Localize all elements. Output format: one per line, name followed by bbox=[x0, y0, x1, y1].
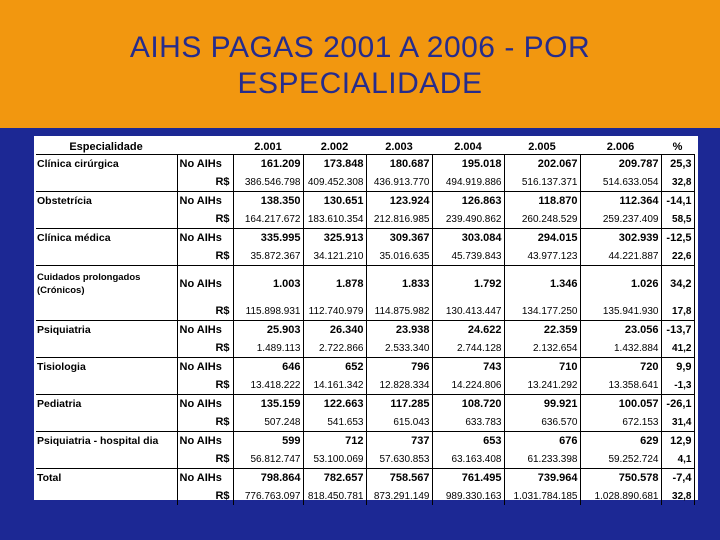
rs-value-2003: 436.913.770 bbox=[366, 173, 432, 192]
aih-count-2003: 1.833 bbox=[366, 266, 432, 303]
title-line-1: AIHS PAGAS 2001 A 2006 - POR bbox=[129, 31, 591, 64]
header-2004: 2.004 bbox=[432, 139, 504, 155]
aih-count-2003: 796 bbox=[366, 358, 432, 377]
aih-count-2003: 309.367 bbox=[366, 229, 432, 248]
aih-count-2003: 758.567 bbox=[366, 469, 432, 488]
aih-count-2006: 23.056 bbox=[580, 321, 661, 340]
aih-count-percent: 12,9 bbox=[661, 432, 694, 451]
rs-value-percent: 41,2 bbox=[661, 339, 694, 358]
table-row-tisiologia-rs bbox=[36, 376, 694, 395]
table-row-pediatria-aihs bbox=[36, 395, 694, 414]
header-2006: 2.006 bbox=[580, 139, 661, 155]
aih-count-2005: 118.870 bbox=[504, 192, 580, 211]
aih-count-2006: 112.364 bbox=[580, 192, 661, 211]
aih-count-2004: 24.622 bbox=[432, 321, 504, 340]
rs-value-2006: 672.153 bbox=[580, 413, 661, 432]
aih-count-label: No AIHs bbox=[177, 192, 233, 211]
rs-value-percent: -1,3 bbox=[661, 376, 694, 395]
table-row-obstetricia-rs bbox=[36, 210, 694, 229]
rs-value-2006: 135.941.930 bbox=[580, 302, 661, 321]
table-row-cuidados-prolongados-rs bbox=[36, 302, 694, 321]
rs-value-2004: 633.783 bbox=[432, 413, 504, 432]
rs-value-2006: 13.358.641 bbox=[580, 376, 661, 395]
specialty-name: Obstetrícia bbox=[36, 192, 177, 211]
rs-value-2005: 516.137.371 bbox=[504, 173, 580, 192]
rs-value-label: R$ bbox=[177, 247, 233, 266]
rs-value-percent: 22,6 bbox=[661, 247, 694, 266]
table-row-clinica-medica-aihs bbox=[36, 229, 694, 248]
aih-count-2005: 710 bbox=[504, 358, 580, 377]
table-row-pediatria-rs bbox=[36, 413, 694, 432]
table-row-psiquiatria-hospital-dia-aihs bbox=[36, 432, 694, 451]
header-2003: 2.003 bbox=[366, 139, 432, 155]
rs-value-2005: 61.233.398 bbox=[504, 450, 580, 469]
rs-value-2003: 35.016.635 bbox=[366, 247, 432, 266]
aih-count-percent: -12,5 bbox=[661, 229, 694, 248]
aih-count-2003: 117.285 bbox=[366, 395, 432, 414]
rs-value-2005: 260.248.529 bbox=[504, 210, 580, 229]
aih-count-2003: 23.938 bbox=[366, 321, 432, 340]
rs-value-2002: 818.450.781 bbox=[303, 487, 366, 505]
table-row-total-aihs bbox=[36, 469, 694, 488]
rs-value-2004: 239.490.862 bbox=[432, 210, 504, 229]
aih-count-percent: -13,7 bbox=[661, 321, 694, 340]
rs-value-percent: 32,8 bbox=[661, 173, 694, 192]
rs-value-2003: 2.533.340 bbox=[366, 339, 432, 358]
specialty-name-line-2: (Crónicos) bbox=[37, 285, 85, 296]
table-row-cuidados-prolongados-aihs bbox=[36, 266, 694, 303]
aih-count-2003: 123.924 bbox=[366, 192, 432, 211]
aih-count-2001: 1.003 bbox=[233, 266, 303, 303]
specialty-blank bbox=[36, 413, 177, 432]
table-panel bbox=[34, 136, 698, 500]
rs-value-label: R$ bbox=[177, 302, 233, 321]
aih-count-2005: 739.964 bbox=[504, 469, 580, 488]
table-row-psiquiatria-aihs bbox=[36, 321, 694, 340]
rs-value-percent: 31,4 bbox=[661, 413, 694, 432]
rs-value-2001: 35.872.367 bbox=[233, 247, 303, 266]
rs-value-2006: 259.237.409 bbox=[580, 210, 661, 229]
aih-count-percent: 34,2 bbox=[661, 266, 694, 303]
rs-value-2003: 615.043 bbox=[366, 413, 432, 432]
aih-count-2006: 720 bbox=[580, 358, 661, 377]
aih-count-label: No AIHs bbox=[177, 266, 233, 303]
aih-count-label: No AIHs bbox=[177, 155, 233, 174]
specialty-name: Psiquiatria - hospital dia bbox=[36, 432, 177, 451]
aih-count-2001: 161.209 bbox=[233, 155, 303, 174]
rs-value-2005: 636.570 bbox=[504, 413, 580, 432]
rs-value-2002: 183.610.354 bbox=[303, 210, 366, 229]
aih-count-2002: 712 bbox=[303, 432, 366, 451]
table-row-total-rs bbox=[36, 487, 694, 505]
rs-value-2002: 14.161.342 bbox=[303, 376, 366, 395]
rs-value-percent: 32,8 bbox=[661, 487, 694, 505]
rs-value-percent: 58,5 bbox=[661, 210, 694, 229]
aih-count-percent: 25,3 bbox=[661, 155, 694, 174]
aih-count-2004: 761.495 bbox=[432, 469, 504, 488]
header-2002: 2.002 bbox=[303, 139, 366, 155]
aih-count-2003: 737 bbox=[366, 432, 432, 451]
aih-count-percent: -26,1 bbox=[661, 395, 694, 414]
specialty-blank bbox=[36, 210, 177, 229]
rs-value-2004: 63.163.408 bbox=[432, 450, 504, 469]
rs-value-2002: 2.722.866 bbox=[303, 339, 366, 358]
rs-value-label: R$ bbox=[177, 487, 233, 505]
rs-value-2006: 59.252.724 bbox=[580, 450, 661, 469]
rs-value-2006: 44.221.887 bbox=[580, 247, 661, 266]
rs-value-2004: 989.330.163 bbox=[432, 487, 504, 505]
specialty-name: Pediatria bbox=[36, 395, 177, 414]
aih-count-2001: 646 bbox=[233, 358, 303, 377]
aih-count-2003: 180.687 bbox=[366, 155, 432, 174]
rs-value-2001: 13.418.222 bbox=[233, 376, 303, 395]
header-2005: 2.005 bbox=[504, 139, 580, 155]
rs-value-label: R$ bbox=[177, 339, 233, 358]
rs-value-2005: 43.977.123 bbox=[504, 247, 580, 266]
aih-count-2002: 26.340 bbox=[303, 321, 366, 340]
aih-count-2006: 100.057 bbox=[580, 395, 661, 414]
rs-value-percent: 4,1 bbox=[661, 450, 694, 469]
rs-value-percent: 17,8 bbox=[661, 302, 694, 321]
rs-value-2003: 12.828.334 bbox=[366, 376, 432, 395]
table-row-psiquiatria-hospital-dia-rs bbox=[36, 450, 694, 469]
aih-count-label: No AIHs bbox=[177, 321, 233, 340]
aih-count-2004: 126.863 bbox=[432, 192, 504, 211]
aih-count-2005: 1.346 bbox=[504, 266, 580, 303]
rs-value-2001: 56.812.747 bbox=[233, 450, 303, 469]
aih-count-2002: 782.657 bbox=[303, 469, 366, 488]
title-line-2: ESPECIALIDADE bbox=[237, 67, 483, 100]
specialty-blank bbox=[36, 302, 177, 321]
header-blank bbox=[177, 139, 233, 155]
aih-count-label: No AIHs bbox=[177, 358, 233, 377]
aih-count-2005: 22.359 bbox=[504, 321, 580, 340]
specialty-name: Tisiologia bbox=[36, 358, 177, 377]
header-percent: % bbox=[661, 139, 694, 155]
rs-value-2001: 507.248 bbox=[233, 413, 303, 432]
rs-value-label: R$ bbox=[177, 413, 233, 432]
rs-value-2001: 386.546.798 bbox=[233, 173, 303, 192]
table-row-obstetricia-aihs bbox=[36, 192, 694, 211]
aih-count-percent: 9,9 bbox=[661, 358, 694, 377]
aih-count-percent: -14,1 bbox=[661, 192, 694, 211]
aih-count-2001: 135.159 bbox=[233, 395, 303, 414]
aih-count-2002: 173.848 bbox=[303, 155, 366, 174]
aih-count-2004: 195.018 bbox=[432, 155, 504, 174]
aih-count-2001: 599 bbox=[233, 432, 303, 451]
aih-count-2002: 130.651 bbox=[303, 192, 366, 211]
specialty-blank bbox=[36, 173, 177, 192]
specialty-name: Total bbox=[36, 469, 177, 488]
aih-count-2005: 294.015 bbox=[504, 229, 580, 248]
table-row-psiquiatria-rs bbox=[36, 339, 694, 358]
aih-count-label: No AIHs bbox=[177, 229, 233, 248]
rs-value-2002: 409.452.308 bbox=[303, 173, 366, 192]
specialty-name: Clínica cirúrgica bbox=[36, 155, 177, 174]
aih-count-2001: 25.903 bbox=[233, 321, 303, 340]
specialty-blank bbox=[36, 376, 177, 395]
rs-value-2002: 112.740.979 bbox=[303, 302, 366, 321]
specialty-blank bbox=[36, 450, 177, 469]
aih-count-2006: 1.026 bbox=[580, 266, 661, 303]
rs-value-2004: 45.739.843 bbox=[432, 247, 504, 266]
rs-value-2005: 1.031.784.185 bbox=[504, 487, 580, 505]
aih-count-2004: 108.720 bbox=[432, 395, 504, 414]
specialty-blank bbox=[36, 487, 177, 505]
rs-value-2002: 34.121.210 bbox=[303, 247, 366, 266]
aih-count-percent: -7,4 bbox=[661, 469, 694, 488]
aih-count-2006: 209.787 bbox=[580, 155, 661, 174]
rs-value-2005: 2.132.654 bbox=[504, 339, 580, 358]
aih-count-2002: 652 bbox=[303, 358, 366, 377]
rs-value-2003: 114.875.982 bbox=[366, 302, 432, 321]
rs-value-2001: 115.898.931 bbox=[233, 302, 303, 321]
rs-value-2001: 776.763.097 bbox=[233, 487, 303, 505]
rs-value-2003: 212.816.985 bbox=[366, 210, 432, 229]
table-row-tisiologia-aihs bbox=[36, 358, 694, 377]
rs-value-label: R$ bbox=[177, 376, 233, 395]
aih-table bbox=[36, 139, 695, 505]
rs-value-label: R$ bbox=[177, 210, 233, 229]
slide-title bbox=[0, 30, 720, 102]
table-row-clinica-cirurgica-rs bbox=[36, 173, 694, 192]
table-header-row bbox=[36, 139, 694, 155]
rs-value-2004: 14.224.806 bbox=[432, 376, 504, 395]
rs-value-2005: 134.177.250 bbox=[504, 302, 580, 321]
aih-count-label: No AIHs bbox=[177, 395, 233, 414]
rs-value-2006: 514.633.054 bbox=[580, 173, 661, 192]
header-especialidade: Especialidade bbox=[36, 139, 177, 155]
aih-count-2004: 1.792 bbox=[432, 266, 504, 303]
rs-value-2006: 1.432.884 bbox=[580, 339, 661, 358]
rs-value-2002: 53.100.069 bbox=[303, 450, 366, 469]
aih-count-2004: 743 bbox=[432, 358, 504, 377]
rs-value-2004: 494.919.886 bbox=[432, 173, 504, 192]
specialty-name: Clínica médica bbox=[36, 229, 177, 248]
specialty-blank bbox=[36, 247, 177, 266]
aih-count-2001: 335.995 bbox=[233, 229, 303, 248]
aih-count-2002: 1.878 bbox=[303, 266, 366, 303]
specialty-name-line-1: Cuidados prolongados bbox=[37, 272, 141, 283]
aih-count-2004: 303.084 bbox=[432, 229, 504, 248]
aih-count-2002: 325.913 bbox=[303, 229, 366, 248]
specialty-name: Psiquiatria bbox=[36, 321, 177, 340]
table-row-clinica-medica-rs bbox=[36, 247, 694, 266]
rs-value-2005: 13.241.292 bbox=[504, 376, 580, 395]
aih-count-2005: 676 bbox=[504, 432, 580, 451]
aih-count-2001: 798.864 bbox=[233, 469, 303, 488]
aih-count-label: No AIHs bbox=[177, 432, 233, 451]
rs-value-2004: 2.744.128 bbox=[432, 339, 504, 358]
rs-value-2002: 541.653 bbox=[303, 413, 366, 432]
specialty-blank bbox=[36, 339, 177, 358]
rs-value-2003: 57.630.853 bbox=[366, 450, 432, 469]
aih-count-2004: 653 bbox=[432, 432, 504, 451]
aih-count-2006: 750.578 bbox=[580, 469, 661, 488]
aih-count-label: No AIHs bbox=[177, 469, 233, 488]
aih-count-2006: 302.939 bbox=[580, 229, 661, 248]
rs-value-2001: 164.217.672 bbox=[233, 210, 303, 229]
header-2001: 2.001 bbox=[233, 139, 303, 155]
rs-value-label: R$ bbox=[177, 173, 233, 192]
specialty-name bbox=[36, 266, 177, 303]
aih-count-2005: 202.067 bbox=[504, 155, 580, 174]
rs-value-2006: 1.028.890.681 bbox=[580, 487, 661, 505]
rs-value-2003: 873.291.149 bbox=[366, 487, 432, 505]
aih-count-2005: 99.921 bbox=[504, 395, 580, 414]
aih-count-2002: 122.663 bbox=[303, 395, 366, 414]
aih-count-2006: 629 bbox=[580, 432, 661, 451]
aih-count-2001: 138.350 bbox=[233, 192, 303, 211]
rs-value-2001: 1.489.113 bbox=[233, 339, 303, 358]
rs-value-label: R$ bbox=[177, 450, 233, 469]
rs-value-2004: 130.413.447 bbox=[432, 302, 504, 321]
table-row-clinica-cirurgica-aihs bbox=[36, 155, 694, 174]
